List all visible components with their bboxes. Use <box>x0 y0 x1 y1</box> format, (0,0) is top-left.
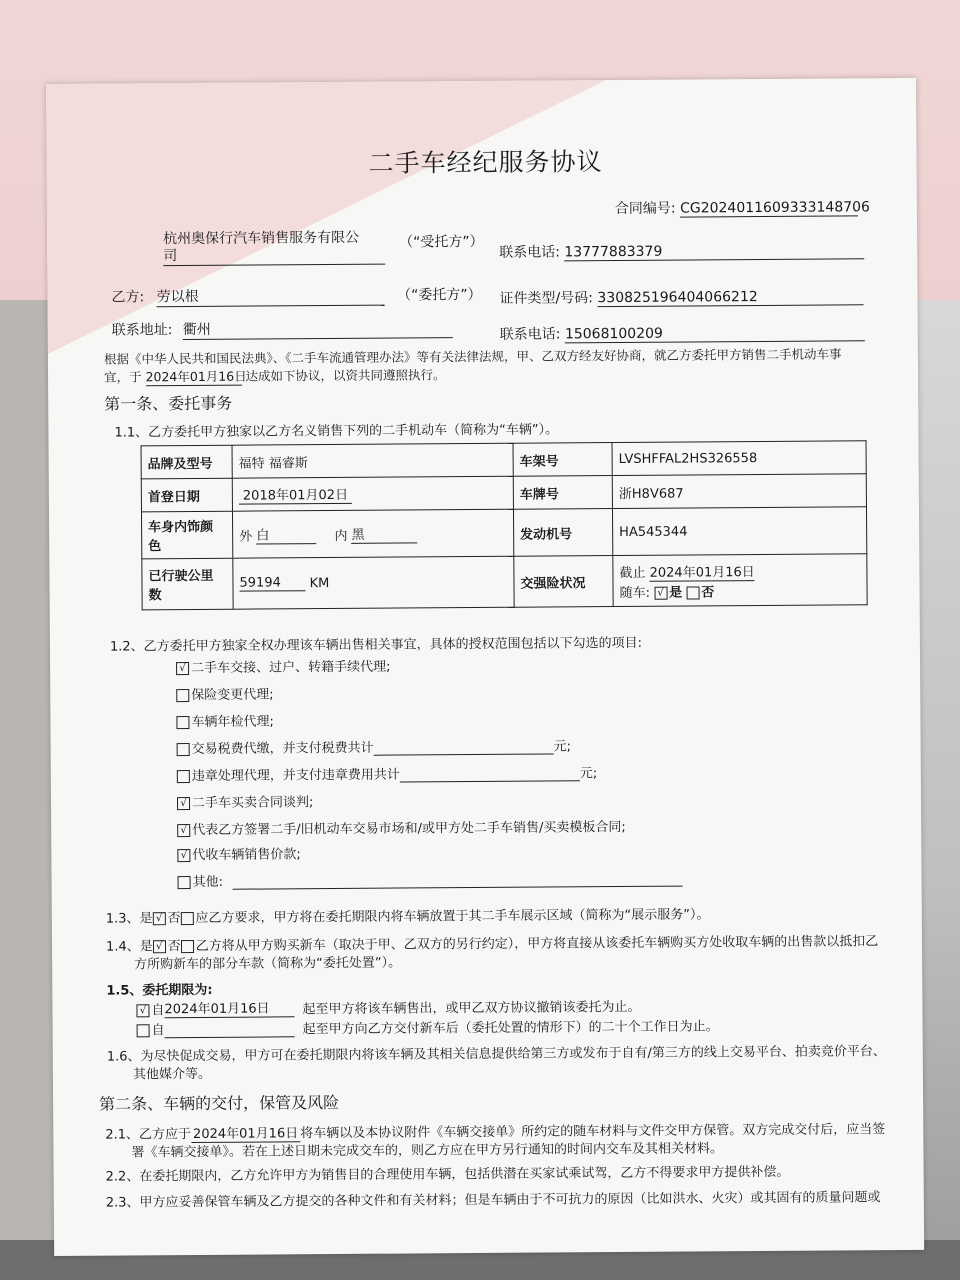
insurance-date: 2024年01月16日 <box>650 561 755 582</box>
engine-label: 发动机号 <box>513 509 612 557</box>
clause-2-1: 2.1、乙方应于 2024年01月16日 将车辆以及本协议附件《车辆交接单》所约定的随车材料与文件交甲方保管。双方完成交付后，应当签 <box>105 1122 886 1143</box>
party-b-label: 乙方: <box>111 289 145 306</box>
vehicle-table <box>141 440 868 610</box>
section2-title: 第二条、车辆的交付，保管及风险 <box>99 1092 340 1114</box>
auth-item-9: 其他: <box>177 868 683 891</box>
clause-2-2: 2.2、在委托期限内，乙方允许甲方为销售目的合理使用车辆，包括供潜在买家试乘试驾，乙方不得要求甲方提供补偿。 <box>105 1164 790 1185</box>
clause-1-1: 1.1、乙方委托甲方独家以乙方名义销售下列的二手机动车（简称为“车辆”）。 <box>114 422 559 441</box>
checkbox[interactable]: √ <box>177 849 190 862</box>
other-field[interactable] <box>233 886 683 890</box>
party-b-phone-row <box>500 321 865 344</box>
id-label: 证件类型/号码: <box>499 290 594 307</box>
color-cell: 外 白 内 黑 <box>232 509 513 558</box>
plate-label: 车牌号 <box>513 476 612 510</box>
mileage-label: 已行驶公里 数 <box>142 558 233 610</box>
vin-label: 车架号 <box>513 443 612 477</box>
party-a-role: （“受托方”） <box>399 233 484 251</box>
with-car-yes-checkbox[interactable]: √ <box>654 586 667 599</box>
document-title: 二手车经纪服务协议 <box>368 147 603 178</box>
party-a-phone-label: 联系电话: <box>499 244 560 261</box>
id-row <box>499 285 863 308</box>
reg-date-cell <box>232 476 513 511</box>
checkbox[interactable] <box>177 770 190 783</box>
preamble-line1: 根据《中华人民共和国民法典》、《二手车流通管理办法》等有关法律法规，甲、乙双方经友好协商，就乙方委托甲方销售二手机动车事 <box>103 346 842 367</box>
delivery-date: 2024年01月16日 <box>191 1122 300 1143</box>
address-row <box>112 317 453 340</box>
pink-sheet-overlap <box>46 80 608 354</box>
address-value: 衢州 <box>183 317 453 340</box>
insurance-cell: 截止 2024年01月16日 随车: √ 是 否 <box>613 554 867 607</box>
contract-page <box>46 78 924 1256</box>
party-a-block <box>163 230 385 267</box>
inner-color: 黑 <box>352 523 418 543</box>
clause-1-3-yes-checkbox[interactable]: √ <box>152 912 165 925</box>
reg-date-label: 首登日期 <box>141 478 232 512</box>
party-b-role: （“委托方”） <box>397 286 482 304</box>
clause-1-3: 1.3、是 √ 否 应乙方要求，甲方将在委托期限内将车辆放置于其二手车展示区域（简称为“展示服务”）。 <box>105 907 710 927</box>
tax-amount-field[interactable] <box>374 753 554 755</box>
contract-number-label: 合同编号: <box>614 200 676 218</box>
preamble-date: 2024年01月16日 <box>145 368 247 385</box>
outer-color: 白 <box>256 524 316 544</box>
checkbox[interactable] <box>176 689 189 702</box>
party-a-phone-row <box>499 239 864 262</box>
contract-number: CG2024011609333148706 <box>680 199 870 217</box>
clause-1-4-cont: 方所购新车的部分车款（简称为“委托处置”）。 <box>134 955 402 973</box>
auth-item-4: 交易税费代缴，并支付税费共计 元; <box>177 735 572 757</box>
clause-2-1-cont: 署《车辆交接单》。若在上述日期未完成交车的，则乙方应在甲方另行通知的时间内交车及其相关材料。 <box>131 1141 724 1161</box>
auth-item-5: 违章处理代理，并支付违章费用共计 元; <box>177 762 598 784</box>
id-number: 330825196404066212 <box>597 288 863 307</box>
address-label: 联系地址: <box>111 322 173 339</box>
checkbox[interactable] <box>177 743 190 756</box>
violation-amount-field[interactable] <box>400 780 580 782</box>
term-start-date: 2024年01月16日 <box>164 997 294 1018</box>
checkbox[interactable]: √ <box>177 824 190 837</box>
party-a-phone: 13777883379 <box>564 242 864 261</box>
term-option-2: 自 起至甲方向乙方交付新车后（委托处置的情形下）的二十个工作日为止。 <box>137 1015 719 1038</box>
insurance-label: 交强险状况 <box>514 556 613 608</box>
term-date-field[interactable] <box>165 1036 295 1038</box>
auth-item-6: √ 二手车买卖合同谈判; <box>177 791 314 811</box>
auth-item-7: √ 代表乙方签署二手/旧机动车交易市场和/或甲方处二手车销售/买卖模板合同; <box>177 816 626 838</box>
checkbox[interactable] <box>176 716 189 729</box>
party-a-name-line1: 杭州奥保行汽车销售服务有限公 <box>163 229 360 248</box>
brand-label: 品牌及型号 <box>141 445 232 479</box>
term-option-2-checkbox[interactable] <box>137 1024 150 1037</box>
preamble-line2: 宜，于 2024年01月16日 达成如下协议，以资共同遵照执行。 <box>103 367 446 385</box>
clause-1-4-yes-checkbox[interactable]: √ <box>153 940 166 953</box>
clause-1-4-no-checkbox[interactable] <box>181 940 194 953</box>
clause-1-6-cont: 其他媒介等。 <box>132 1066 211 1083</box>
checkbox[interactable]: √ <box>176 662 189 675</box>
clause-1-2: 1.2、乙方委托甲方独家全权办理该车辆出售相关事宜，具体的授权范围包括以下勾选的项目: <box>109 635 643 655</box>
checkbox[interactable] <box>178 876 191 889</box>
engine-value: HA545344 <box>612 507 866 556</box>
mileage-cell <box>233 556 514 609</box>
party-b-row <box>111 284 481 308</box>
section1-title: 第一条、委托事务 <box>104 393 233 414</box>
plate-value: 浙H8V687 <box>612 474 866 509</box>
color-label: 车身内饰颜 色 <box>141 511 232 559</box>
term-option-1-checkbox[interactable]: √ <box>136 1004 149 1017</box>
clause-1-3-no-checkbox[interactable] <box>180 912 193 925</box>
auth-item-2: 保险变更代理; <box>176 683 274 703</box>
contract-number-row <box>614 196 870 218</box>
mileage-value: 59194 <box>239 575 305 591</box>
brand-value: 福特 福睿斯 <box>232 443 513 478</box>
checkbox[interactable]: √ <box>177 797 190 810</box>
clause-1-6: 1.6、为尽快促成交易，甲方可在委托期限内将该车辆及其相关信息提供给第三方或发布于自有/第三方的线上交易平台、拍卖竞价平台、 <box>106 1044 886 1065</box>
party-b-phone-label: 联系电话: <box>499 326 561 343</box>
party-b-phone: 15068100209 <box>565 324 865 343</box>
auth-item-3: 车辆年检代理; <box>176 710 274 730</box>
with-car-no-checkbox[interactable] <box>686 586 699 599</box>
term-option-1: √ 自2024年01月16日 起至甲方将该车辆售出，或甲乙双方协议撤销该委托为止。 <box>136 995 640 1019</box>
clause-1-4: 1.4、是 √ 否 乙方将从甲方购买新车（取决于甲、乙双方的另行约定），甲方将直接从该委托车辆购买方处收取车辆的出售款以抵扣乙 <box>105 934 879 955</box>
vin-value: LVSHFFAL2HS326558 <box>612 441 866 476</box>
party-b-name: 劳以根 <box>157 285 385 308</box>
reg-date-value: 2018年01月02日 <box>239 484 352 505</box>
auth-item-1: √ 二手车交接、过户、转籍手续代理; <box>176 656 391 676</box>
auth-item-8: √ 代收车辆销售价款; <box>177 843 301 863</box>
party-a-name-line2: 司 <box>163 247 385 267</box>
clause-2-3: 2.3、甲方应妥善保管车辆及乙方提交的各种文件和有关材料；但是车辆由于不可抗力的原因（比如洪水、火灾）或其固有的质量问题或 <box>105 1190 881 1211</box>
clause-1-5: 1.5、委托期限为: <box>106 982 213 999</box>
mileage-unit: KM <box>309 576 330 592</box>
